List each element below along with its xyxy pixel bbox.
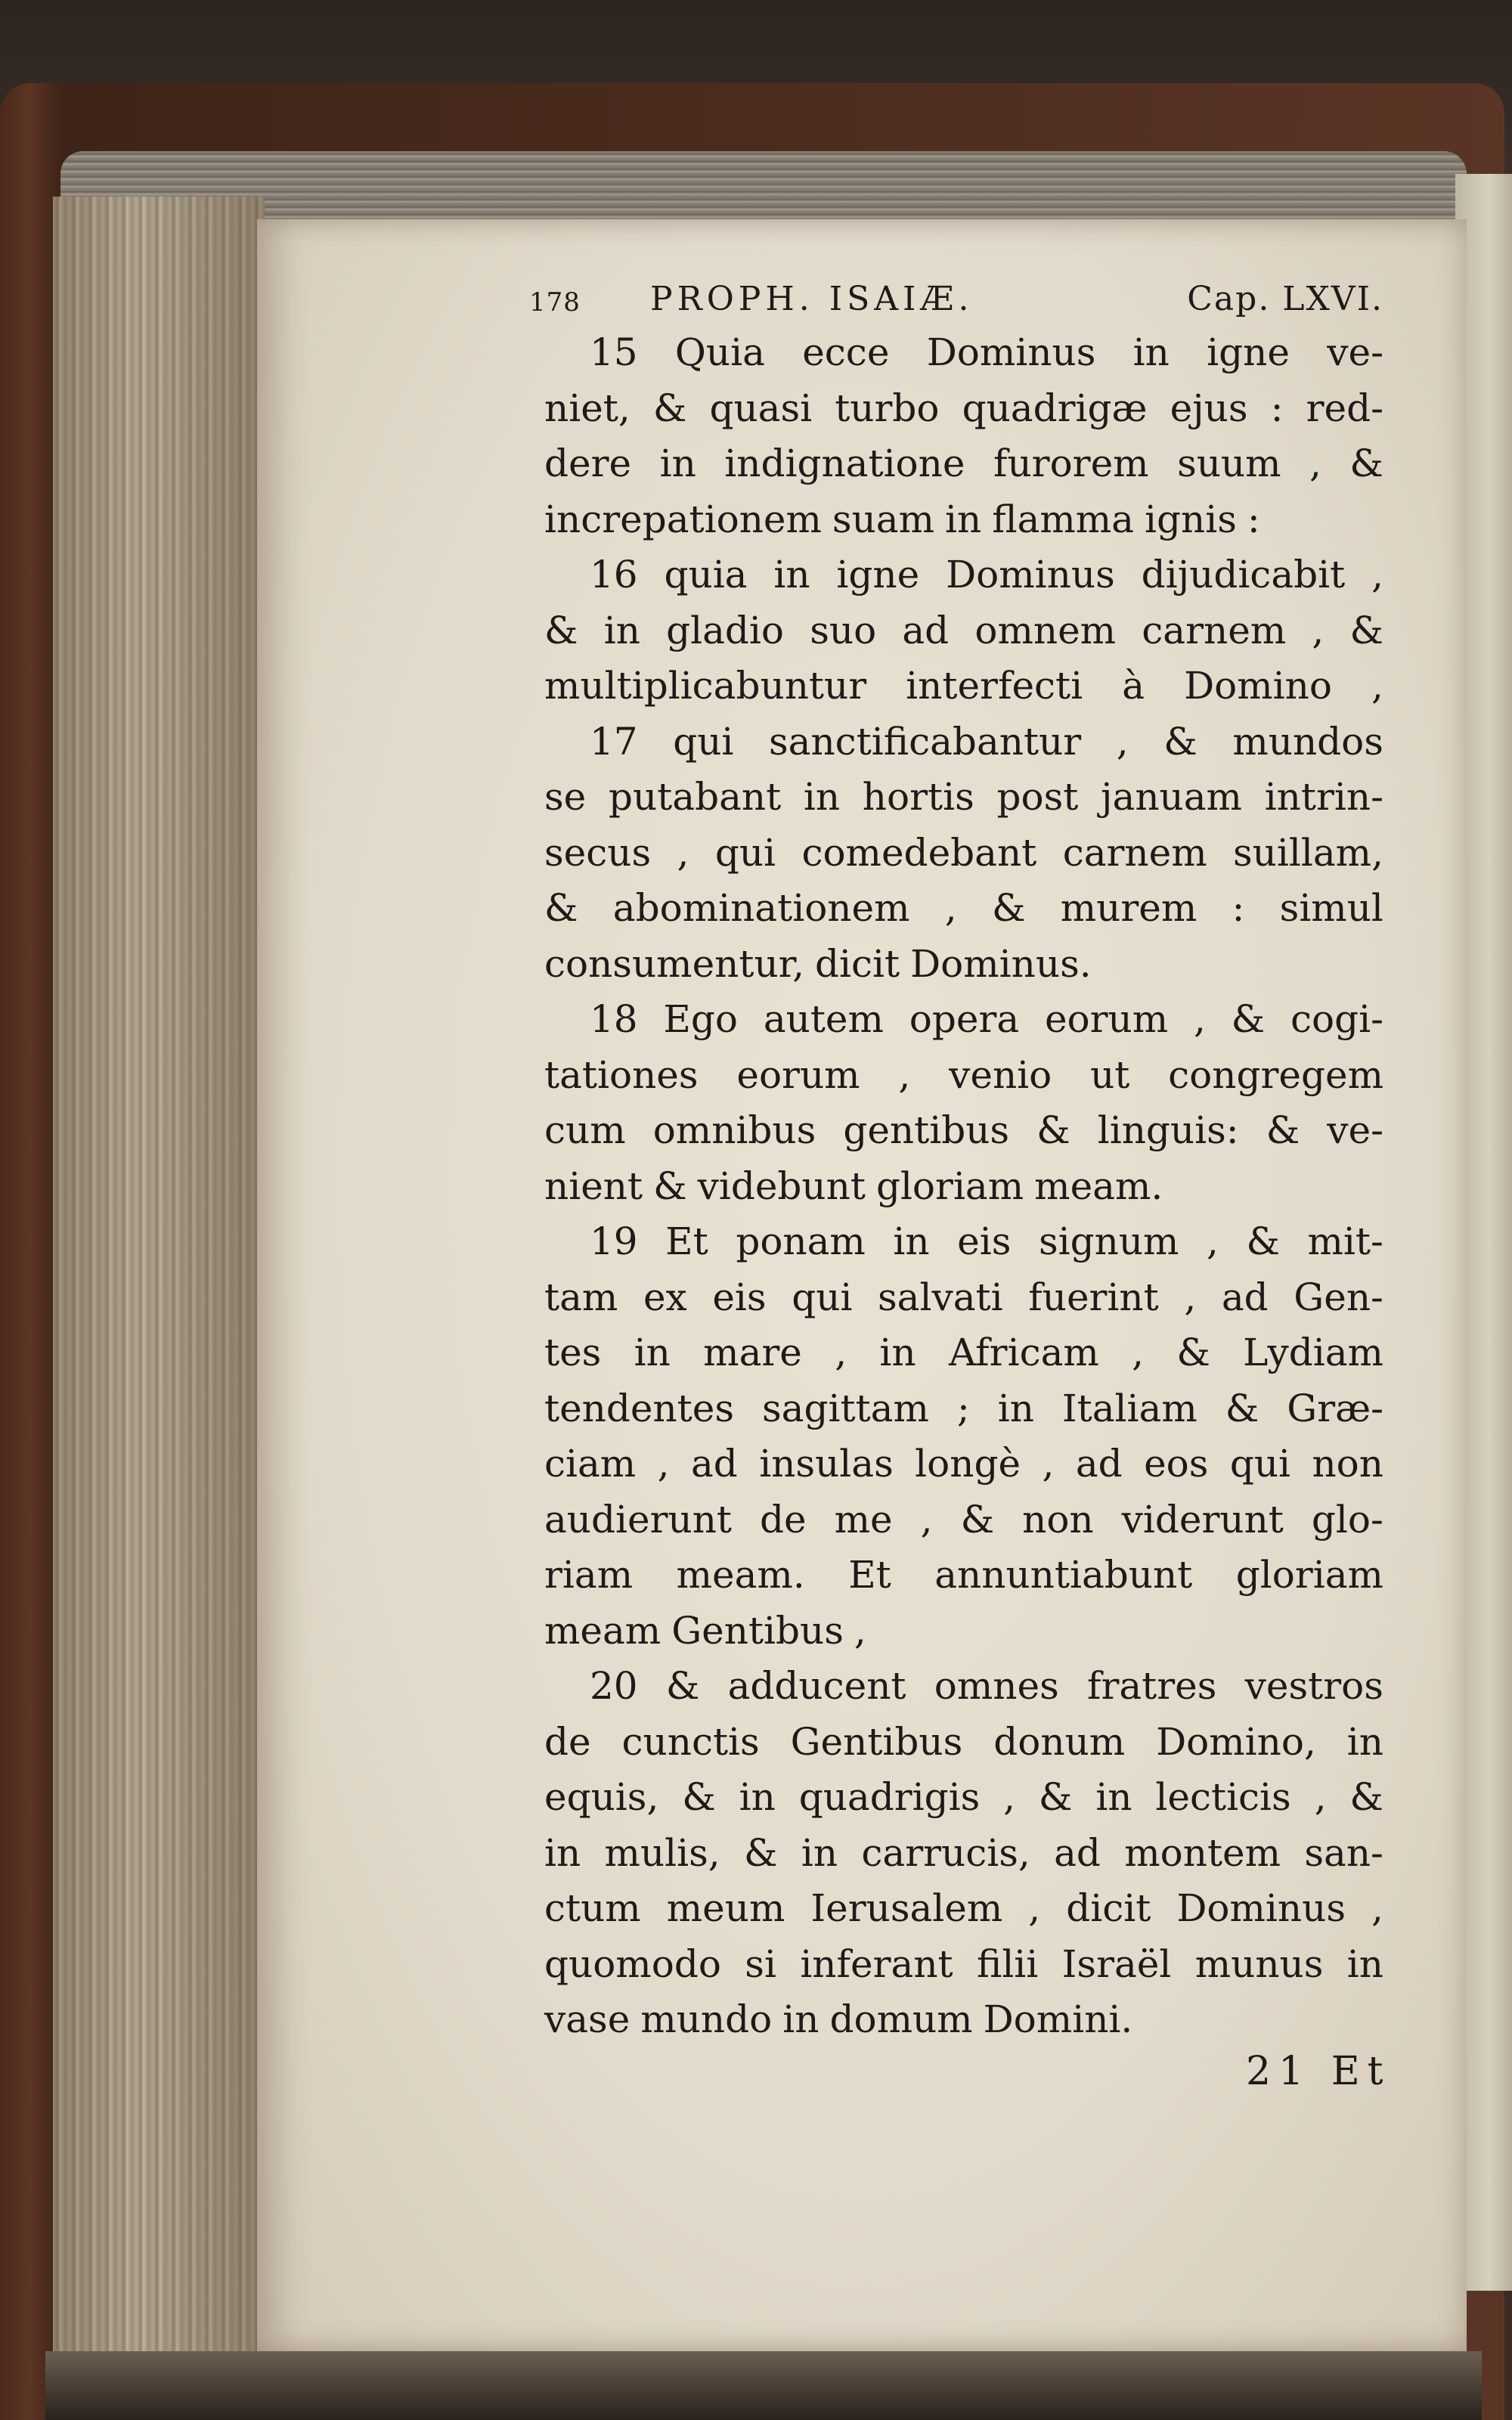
word: &: [1246, 1219, 1280, 1263]
word: mulis,: [604, 1830, 720, 1875]
word: sagittam: [762, 1386, 929, 1430]
word: flamma: [992, 497, 1134, 541]
word: multiplicabuntur: [544, 664, 867, 708]
word: meum: [666, 1886, 785, 1930]
word: &: [1349, 1775, 1383, 1819]
word: &: [665, 1664, 700, 1708]
word: ,: [898, 1052, 911, 1097]
word: in: [659, 442, 696, 485]
text-line: [544, 1159, 1383, 1215]
word: ,: [1206, 1219, 1219, 1263]
running-title: PROPH. ISAIÆ.: [650, 280, 974, 318]
text-line: [544, 547, 1383, 603]
word: simul: [1279, 886, 1383, 930]
word: salvati: [878, 1275, 1003, 1319]
word: :: [1247, 497, 1260, 541]
word: :: [1270, 386, 1284, 430]
text-line: [544, 881, 1383, 937]
word: autem: [763, 997, 884, 1041]
word: ,: [854, 1608, 866, 1653]
word: &: [1176, 1331, 1210, 1374]
word: eorum: [736, 1052, 860, 1097]
word: increpationem: [544, 497, 822, 541]
word: glo-: [1311, 1497, 1383, 1542]
word: murem: [1060, 886, 1198, 930]
word: ,: [1309, 442, 1321, 485]
word: omnes: [934, 1664, 1059, 1708]
word: fratres: [1086, 1664, 1217, 1708]
word: eis: [957, 1219, 1012, 1263]
word: eorum: [1044, 997, 1169, 1041]
word: quadrigæ: [962, 386, 1148, 430]
word: ad: [902, 608, 950, 652]
word: mundo: [640, 1997, 773, 2041]
word: ,: [657, 1442, 670, 1486]
word: domum: [829, 1997, 973, 2041]
word: abominationem: [612, 886, 910, 930]
word: suam: [832, 497, 934, 541]
word: igne: [1207, 330, 1290, 374]
word: &: [1349, 608, 1383, 652]
word: in: [544, 1830, 581, 1875]
word: adducent: [727, 1664, 906, 1708]
word: 16: [590, 553, 638, 596]
word: dere: [544, 442, 632, 485]
word: ex: [643, 1275, 687, 1319]
text-line: [544, 1937, 1383, 1993]
word: Israël: [1061, 1941, 1172, 1986]
text-line: [544, 1048, 1383, 1104]
word: carnem: [1062, 830, 1207, 875]
word: Domino: [1184, 664, 1332, 708]
word: linguis:: [1097, 1108, 1239, 1152]
word: ,: [920, 1497, 933, 1542]
page-text-block: [529, 272, 1383, 2048]
word: in: [1132, 330, 1170, 374]
text-line: [544, 1381, 1383, 1437]
word: cunctis: [621, 1719, 760, 1764]
word: Italiam: [1061, 1386, 1198, 1430]
word: signum: [1038, 1219, 1179, 1263]
word: meam: [544, 1608, 662, 1653]
word: à: [1122, 664, 1145, 708]
word: Dominus.: [910, 941, 1092, 986]
word: fuerint: [1028, 1275, 1159, 1319]
word: Græ-: [1287, 1386, 1383, 1430]
word: Quia: [674, 330, 765, 374]
word: viderunt: [1121, 1497, 1284, 1542]
word: eis: [712, 1275, 767, 1319]
text-line: [544, 1992, 1383, 2048]
word: :: [1232, 886, 1245, 930]
word: quasi: [709, 386, 813, 430]
word: post: [996, 775, 1079, 819]
word: interfecti: [906, 664, 1083, 708]
word: in: [1346, 1719, 1383, 1764]
word: Domino,: [1156, 1719, 1316, 1764]
text-line: [544, 1548, 1383, 1604]
word: quia: [664, 553, 748, 596]
word: lecticis: [1155, 1775, 1291, 1819]
word: in: [1346, 1941, 1383, 1986]
word: ,: [1003, 1775, 1016, 1819]
word: ,: [944, 886, 957, 930]
word: ad: [1075, 1442, 1123, 1486]
word: audierunt: [544, 1497, 732, 1542]
page-header: [529, 272, 1383, 325]
word: tam: [544, 1275, 618, 1319]
word: dicit: [1066, 1886, 1151, 1930]
left-page-edges-shade: [53, 197, 265, 2374]
text-line: [544, 1604, 1383, 1659]
word: in: [603, 608, 640, 652]
text-line: [544, 492, 1383, 548]
word: &: [1266, 1108, 1300, 1152]
text-line: [544, 1492, 1383, 1548]
bottom-shadow: [45, 2351, 1482, 2420]
word: Et: [665, 1219, 708, 1263]
word: ,: [835, 1331, 847, 1374]
word: &: [1225, 1386, 1259, 1430]
word: indignatione: [724, 442, 965, 485]
word: suillam,: [1233, 830, 1383, 875]
word: venio: [949, 1052, 1052, 1097]
text-line: [544, 658, 1383, 714]
word: gloriam: [875, 1164, 1024, 1208]
word: ,: [1132, 1331, 1145, 1374]
word: secus: [544, 830, 652, 875]
text-line: [544, 1826, 1383, 1882]
word: ignis: [1145, 497, 1237, 541]
word: red-: [1306, 386, 1383, 430]
word: &: [744, 1830, 778, 1875]
word: &: [682, 1775, 716, 1819]
word: 18: [590, 997, 638, 1041]
word: Dominus: [946, 553, 1115, 596]
word: inferant: [800, 1941, 953, 1986]
word: in: [782, 1997, 820, 2041]
word: tendentes: [544, 1386, 735, 1430]
text-line: [544, 826, 1383, 882]
word: Dominus: [1176, 1886, 1346, 1930]
word: in: [879, 1331, 916, 1374]
word: januam: [1101, 775, 1242, 819]
word: ve-: [1327, 1108, 1383, 1152]
word: ,: [1371, 553, 1383, 596]
word: tes: [544, 1331, 602, 1374]
word: quomodo: [544, 1941, 721, 1986]
word: comedebant: [801, 830, 1037, 875]
text-line: [544, 937, 1383, 993]
word: turbo: [835, 386, 940, 430]
word: meam.: [676, 1553, 805, 1597]
word: in: [893, 1219, 930, 1263]
word: &: [653, 1164, 687, 1208]
word: tationes: [544, 1052, 699, 1097]
word: filii: [976, 1941, 1039, 1986]
text-line: [544, 1103, 1383, 1159]
word: mare: [703, 1331, 802, 1374]
word: vestros: [1244, 1664, 1383, 1708]
word: &: [1349, 442, 1383, 485]
word: hortis: [862, 775, 974, 819]
word: Gentibus: [790, 1719, 963, 1764]
word: suo: [810, 608, 877, 652]
word: 19: [590, 1219, 638, 1263]
word: cum: [544, 1108, 626, 1152]
word: furorem: [993, 442, 1149, 485]
word: ,: [1116, 719, 1129, 764]
word: Ego: [663, 997, 739, 1041]
word: &: [1163, 719, 1198, 764]
word: quadrigis: [798, 1775, 981, 1819]
word: dijudicabit: [1141, 553, 1346, 596]
page-number: 178: [529, 287, 581, 318]
word: ecce: [802, 330, 890, 374]
word: Et: [848, 1553, 891, 1597]
word: ponam: [736, 1219, 866, 1263]
word: niet,: [544, 386, 631, 430]
text-line: [544, 1659, 1383, 1715]
word: &: [960, 1497, 995, 1542]
text-lines: [544, 325, 1383, 2048]
word: consumentur,: [544, 941, 804, 986]
word: intrin-: [1264, 775, 1383, 819]
word: non: [1312, 1442, 1383, 1486]
word: &: [1231, 997, 1266, 1041]
text-line: [544, 381, 1383, 437]
word: 20: [590, 1664, 638, 1708]
word: si: [745, 1941, 776, 1986]
word: in: [739, 1775, 776, 1819]
word: non: [1022, 1497, 1094, 1542]
text-line: [544, 1270, 1383, 1326]
word: ve-: [1327, 330, 1383, 374]
word: in: [801, 1830, 838, 1875]
word: in: [803, 775, 841, 819]
word: Lydiam: [1243, 1331, 1383, 1374]
word: suum: [1177, 442, 1281, 485]
word: ut: [1090, 1052, 1130, 1097]
word: de: [544, 1719, 591, 1764]
text-line: [544, 436, 1383, 492]
word: omnem: [974, 608, 1117, 652]
chapter-label: Cap. LXVI.: [1187, 280, 1383, 318]
word: Africam: [948, 1331, 1099, 1374]
word: ,: [677, 830, 689, 875]
word: ad: [1054, 1830, 1101, 1875]
word: montem: [1124, 1830, 1281, 1875]
word: de: [760, 1497, 807, 1542]
word: se: [544, 775, 587, 819]
word: 17: [590, 719, 638, 764]
word: nient: [544, 1164, 643, 1208]
word: munus: [1194, 1941, 1324, 1986]
word: congregem: [1168, 1052, 1383, 1097]
word: opera: [909, 997, 1020, 1041]
word: san-: [1304, 1830, 1383, 1875]
text-line: [544, 770, 1383, 826]
word: in: [997, 1386, 1034, 1430]
word: qui: [714, 830, 776, 875]
word: dicit: [814, 941, 900, 986]
word: &: [544, 608, 578, 652]
word: carrucis,: [861, 1830, 1030, 1875]
word: omnibus: [652, 1108, 816, 1152]
word: Ierusalem: [810, 1886, 1003, 1930]
word: gentibus: [843, 1108, 1010, 1152]
word: in: [634, 1331, 671, 1374]
word: &: [1038, 1775, 1073, 1819]
word: mit-: [1307, 1219, 1383, 1263]
word: putabant: [608, 775, 782, 819]
word: equis,: [544, 1775, 659, 1819]
word: insulas: [759, 1442, 894, 1486]
word: ciam: [544, 1442, 637, 1486]
text-line: [544, 1770, 1383, 1826]
word: &: [652, 386, 687, 430]
text-line: [544, 1881, 1383, 1937]
word: Gentibus: [671, 1608, 844, 1653]
word: Domini.: [983, 1997, 1133, 2041]
word: me: [834, 1497, 893, 1542]
word: &: [1036, 1108, 1070, 1152]
word: &: [544, 886, 578, 930]
word: longè: [915, 1442, 1021, 1486]
word: ,: [1042, 1442, 1055, 1486]
word: ;: [956, 1386, 970, 1430]
word: ,: [1028, 1886, 1041, 1930]
word: donum: [993, 1719, 1126, 1764]
word: in: [773, 553, 810, 596]
word: ,: [1371, 664, 1383, 708]
word: mundos: [1232, 719, 1383, 764]
text-line: [544, 1436, 1383, 1492]
word: in: [1095, 1775, 1132, 1819]
text-line: [544, 992, 1383, 1048]
word: annuntiabunt: [934, 1553, 1193, 1597]
catchword: 21 Et: [1246, 2049, 1391, 2094]
word: qui: [1229, 1442, 1291, 1486]
text-line: [544, 603, 1383, 659]
word: gladio: [666, 608, 785, 652]
word: sanctificabantur: [769, 719, 1082, 764]
text-line: [544, 714, 1383, 770]
word: gloriam: [1235, 1553, 1383, 1597]
word: Dominus: [926, 330, 1096, 374]
text-line: [544, 325, 1383, 381]
word: meam.: [1034, 1164, 1163, 1208]
word: Gen-: [1294, 1275, 1383, 1319]
text-line: [544, 1325, 1383, 1381]
word: ,: [1193, 997, 1206, 1041]
word: igne: [836, 553, 920, 596]
word: eos: [1144, 1442, 1209, 1486]
word: 15: [590, 330, 638, 374]
word: videbunt: [697, 1164, 866, 1208]
word: vase: [544, 1997, 631, 2041]
text-line: [544, 1214, 1383, 1270]
word: qui: [673, 719, 734, 764]
word: ,: [1371, 1886, 1383, 1930]
word: ad: [1221, 1275, 1269, 1319]
word: ,: [1312, 608, 1325, 652]
word: riam: [544, 1553, 634, 1597]
text-line: [544, 1715, 1383, 1771]
word: ejus: [1170, 386, 1248, 430]
word: ,: [1184, 1275, 1197, 1319]
word: qui: [792, 1275, 853, 1319]
word: &: [991, 886, 1026, 930]
word: ctum: [544, 1886, 641, 1930]
word: in: [945, 497, 982, 541]
word: ,: [1314, 1775, 1327, 1819]
word: ad: [690, 1442, 738, 1486]
word: cogi-: [1290, 997, 1383, 1041]
word: carnem: [1142, 608, 1287, 652]
